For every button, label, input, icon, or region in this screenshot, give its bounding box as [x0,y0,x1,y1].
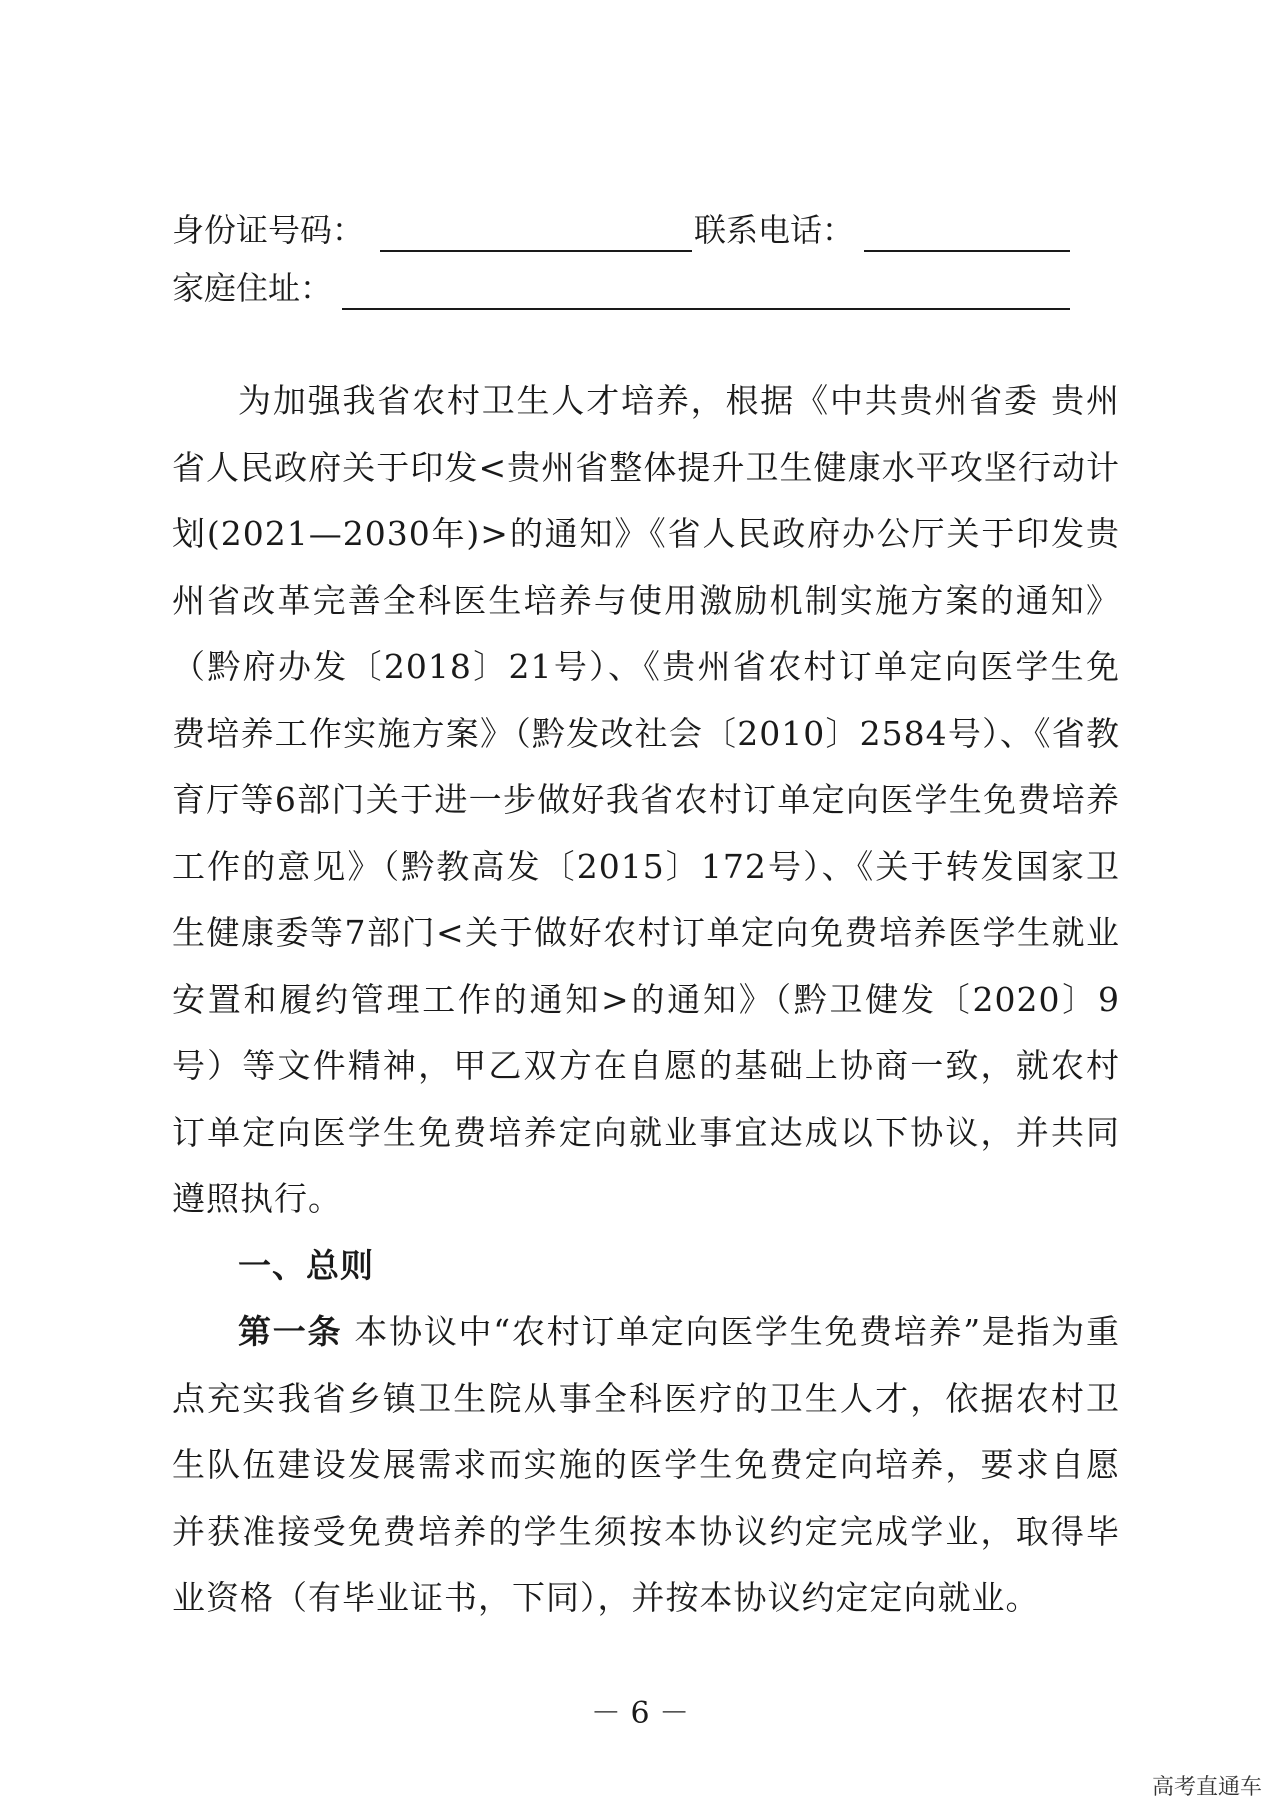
id-number-label: 身份证号码： [172,211,365,249]
section-heading: 一、总则 [238,1245,374,1285]
phone-label: 联系电话： [694,211,855,249]
address-blank[interactable] [342,308,1070,310]
id-number-blank[interactable] [380,250,692,252]
page-number: － 6 － [590,1696,690,1731]
watermark: 高考直通车 [1151,1775,1262,1800]
address-label: 家庭住址： [172,269,333,307]
article-1-text: 本协议中“农村订单定向医学生免费培养”是指为重点充实我省乡镇卫生院从事全科医疗的卫生人才，依据农村卫生队伍建设发展需求而实施的医学生免费定向培养，要求自愿并获准接受免费培养的学生须按本协议约定完成学业，取得毕业资格（有毕业证书，下同），并按本协议约定定向就业。 [172,1312,1121,1617]
address-row [172,264,332,312]
article-1-label: 第一条 [238,1312,343,1351]
intro-paragraph: 为加强我省农村卫生人才培养，根据《中共贵州省委 贵州省人民政府关于印发<贵州省整体提升卫生健康水平攻坚行动计划(2021—2030年)>的通知》《省人民政府办公厅关于印发贵州省改革完善全科医生培养与使用激励机制实施方案的通知》（黔府办发〔2018〕21号）、《贵州省农村订单定向医学生免费培养工作实施方案》（黔发改社会〔2010〕2584号）、《省教育厅等6部门关于进一步做好我省农村订单定向医学生免费培养工作的意见》（黔教高发〔2015〕172号）、《关于转发国家卫生健康委等7部门<关于做好农村订单定向免费培养医学生就业安置和履约管理工作的通知>的通知》（黔卫健发〔2020〕9号）等文件精神，甲乙双方在自愿的基础上协商一致，就农村订单定向医学生免费培养定向就业事宜达成以下协议，并共同遵照执行。 [172,381,1120,1218]
phone-blank[interactable] [864,250,1070,252]
agreement-body [172,368,1120,1632]
article-1-paragraph [172,1299,1120,1632]
id-phone-row [172,206,855,254]
